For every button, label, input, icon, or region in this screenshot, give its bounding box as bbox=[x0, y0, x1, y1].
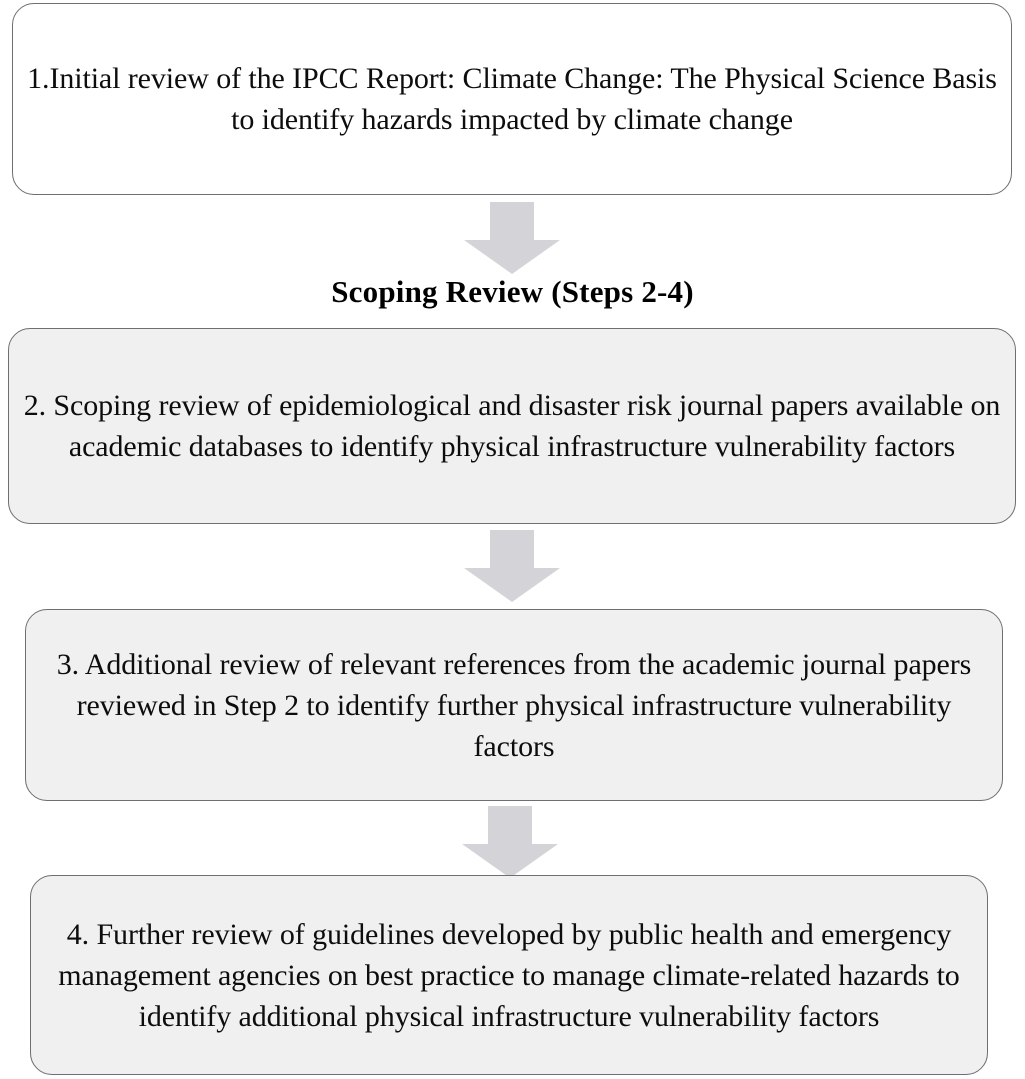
flow-node-step-4-label: 4. Further review of guidelines developed by public health and emergency management agencies on best practice to manage climate-related hazards to identify additional physical infrastructure vulnerability factors bbox=[58, 917, 960, 1033]
down-block-arrow-icon bbox=[464, 530, 560, 602]
flow-node-step-2 bbox=[8, 328, 1016, 524]
flow-node-step-4 bbox=[30, 875, 988, 1075]
flow-node-step-3 bbox=[25, 609, 1003, 801]
section-heading: Scoping Review (Steps 2-4) bbox=[331, 274, 694, 309]
flow-node-step-1 bbox=[12, 3, 1012, 195]
flow-node-step-3-label: 3. Additional review of relevant references from the academic journal papers reviewed in Step 2 to identify further physical infrastructure vulnerability factors bbox=[56, 647, 972, 763]
flow-node-step-2-label: 2. Scoping review of epidemiological and disaster risk journal papers available on academic databases to identify physical infrastructure vulnerability factors bbox=[23, 389, 1001, 463]
down-block-arrow-icon bbox=[462, 806, 558, 878]
flow-node-step-1-label: 1.Initial review of the IPCC Report: Climate Change: The Physical Science Basis to identify hazards impacted by climate change bbox=[27, 62, 997, 136]
down-block-arrow-icon bbox=[464, 202, 560, 274]
